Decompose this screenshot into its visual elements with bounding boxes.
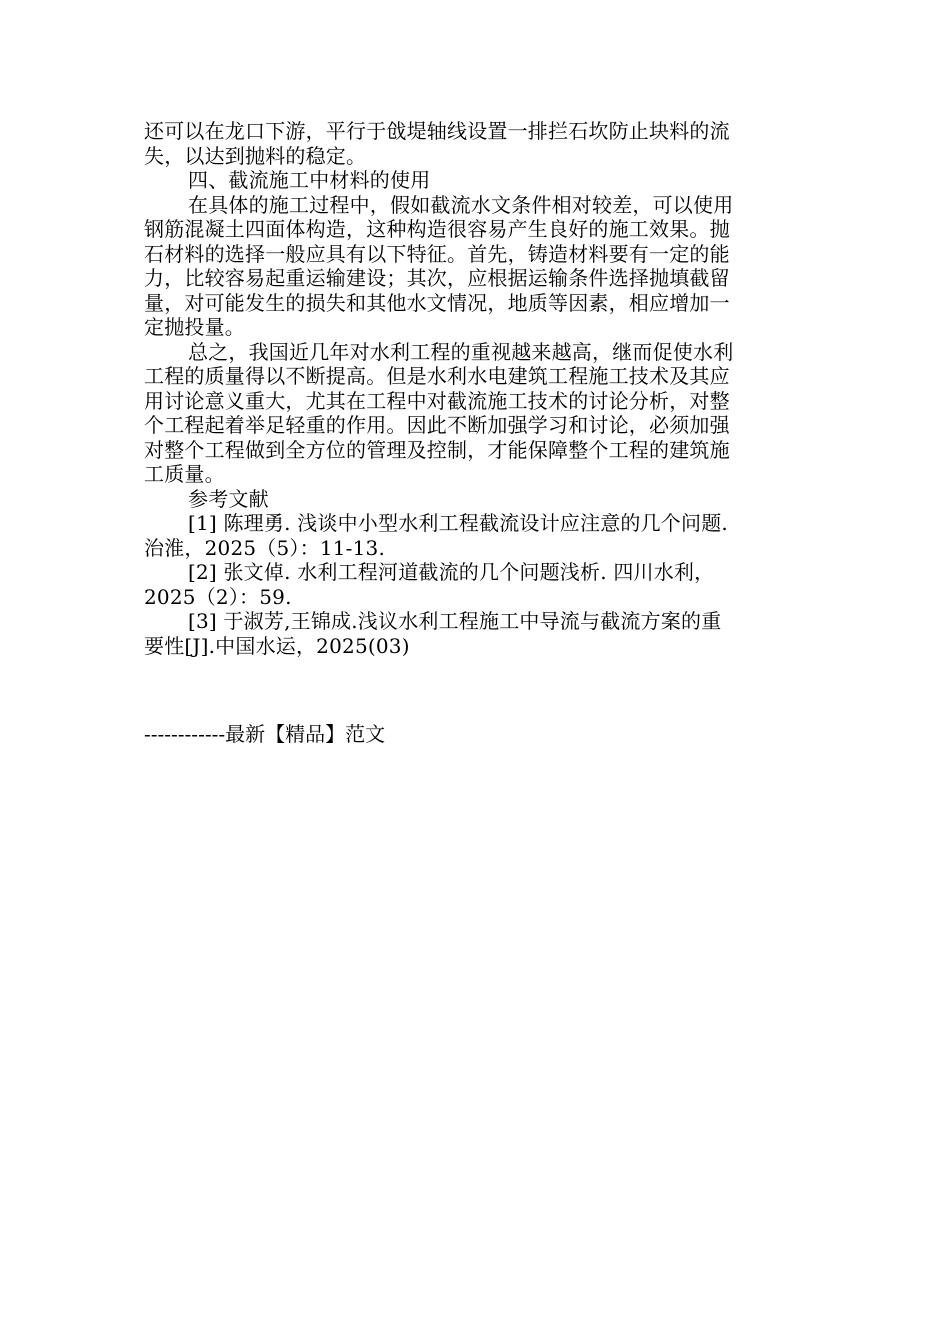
text-line: 对整个工程做到全方位的管理及控制，才能保障整个工程的建筑施	[144, 437, 730, 462]
text-line: 定抛投量。	[144, 315, 245, 339]
text-line: 用讨论意义重大，尤其在工程中对截流施工技术的讨论分析，对整	[144, 388, 730, 413]
reference-item: [2] 张文倬. 水利工程河道截流的几个问题浅析. 四川水利，	[188, 560, 715, 584]
text-line: 量，对可能发生的损失和其他水文情况，地质等因素，相应增加一	[144, 290, 730, 315]
reference-item-continued: 2025（2）：59.	[144, 584, 292, 609]
text-line: 总之，我国近几年对水利工程的重视越来越高，继而促使水利	[188, 339, 734, 364]
text-line: 工质量。	[144, 462, 225, 486]
text-line: 工程的质量得以不断提高。但是水利水电建筑工程施工技术及其应	[144, 364, 730, 388]
text-line: 石材料的选择一般应具有以下特征。首先，铸造材料要有一定的能	[144, 241, 730, 266]
document-body	[144, 119, 794, 658]
section-heading: 四、截流施工中材料的使用	[188, 168, 431, 192]
text-line: 钢筋混凝土四面体构造，这种构造很容易产生良好的施工效果。抛	[144, 217, 730, 241]
reference-item-continued: 治淮，2025（5）：11-13.	[144, 535, 386, 560]
reference-item: [3] 于淑芳,王锦成.浅议水利工程施工中导流与截流方案的重	[188, 609, 722, 633]
text-line: 还可以在龙口下游，平行于戗堤轴线设置一排拦石坎防止块料的流	[144, 119, 730, 143]
text-line: 失，以达到抛料的稳定。	[144, 143, 367, 168]
footer-text: ------------最新【精品】范文	[144, 722, 386, 746]
text-line: 个工程起着举足轻重的作用。因此不断加强学习和讨论，必须加强	[144, 413, 730, 437]
references-heading: 参考文献	[188, 486, 269, 511]
reference-item-continued: 要性[J].中国水运，2025(03)	[144, 633, 410, 658]
text-line: 力，比较容易起重运输建设；其次，应根据运输条件选择抛填截留	[144, 266, 730, 290]
text-line: 在具体的施工过程中，假如截流水文条件相对较差，可以使用	[188, 192, 734, 217]
reference-item: [1] 陈理勇. 浅谈中小型水利工程截流设计应注意的几个问题.	[188, 511, 728, 535]
